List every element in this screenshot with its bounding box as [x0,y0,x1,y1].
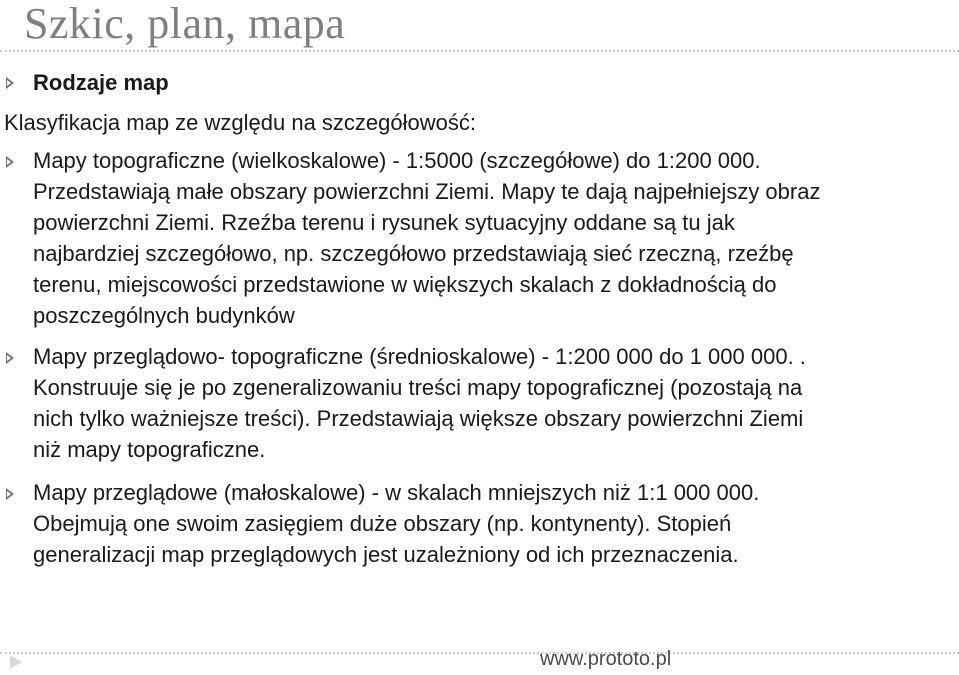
paragraph-line: generalizacji map przeglądowych jest uzależniony od ich przeznaczenia. [33,542,739,567]
corner-triangle-icon [10,655,22,669]
paragraph-line: Mapy przeglądowe (małoskalowe) - w skalach mniejszych niż 1:1 000 000. [33,480,760,505]
bullet-triangle-icon [6,352,14,364]
title-divider [0,50,959,52]
paragraph-line: najbardziej szczegółowo, np. szczegółowo przedstawiają sieć rzeczną, rzeźbę [33,241,794,266]
bullet-paragraph-overview-topographic [33,341,953,465]
paragraph-line: poszczególnych budynków [33,303,295,328]
paragraph-line: Obejmują one swoim zasięgiem duże obszary (np. kontynenty). Stopień [33,511,732,536]
footer-url: www.prototo.pl [540,648,672,670]
paragraph-line: terenu, miejscowości przedstawione w większych skalach z dokładnością do [33,272,777,297]
footer-divider [0,652,959,654]
section-heading: Rodzaje map [33,70,169,95]
bullet-triangle-icon [6,77,14,89]
paragraph-line: niż mapy topograficzne. [33,437,266,462]
paragraph-line: powierzchni Ziemi. Rzeźba terenu i rysunek sytuacyjny oddane są tu jak [33,210,735,235]
bullet-triangle-icon [6,488,14,500]
bullet-paragraph-overview [33,477,953,570]
intro-text: Klasyfikacja map ze względu na szczegółowość: [4,110,477,135]
paragraph-line: Konstruuje się je po zgeneralizowaniu treści mapy topograficznej (pozostają na [33,375,803,400]
bullet-paragraph-topographic [33,145,953,331]
slide-title: Szkic, plan, mapa [24,0,346,48]
paragraph-line: Mapy topograficzne (wielkoskalowe) - 1:5000 (szczegółowe) do 1:200 000. [33,148,761,173]
paragraph-line: nich tylko ważniejsze treści). Przedstawiają większe obszary powierzchni Ziemi [33,406,804,431]
bullet-triangle-icon [6,156,14,168]
paragraph-line: Mapy przeglądowo- topograficzne (średnioskalowe) - 1:200 000 do 1 000 000. . [33,344,806,369]
paragraph-line: Przedstawiają małe obszary powierzchni Ziemi. Mapy te dają najpełniejszy obraz [33,179,821,204]
